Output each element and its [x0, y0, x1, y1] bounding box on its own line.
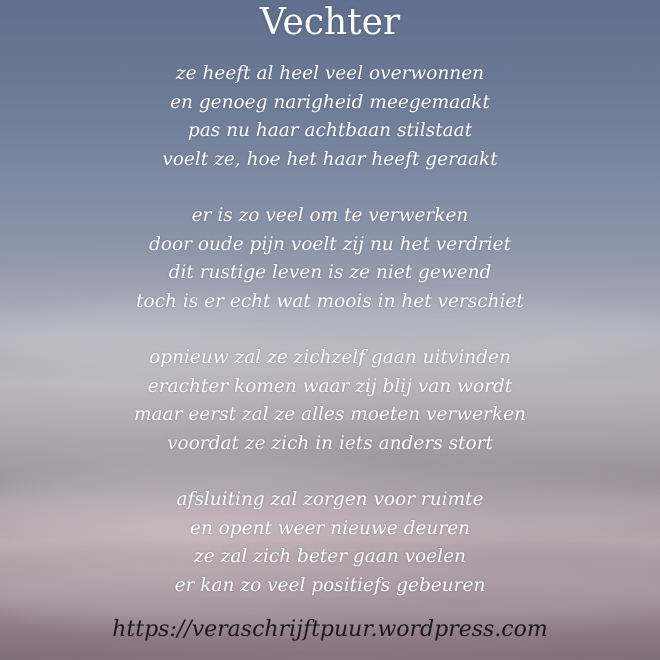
- poem-line: ze zal zich beter gaan voelen: [194, 546, 466, 567]
- blog-url: https://veraschrijftpuur.wordpress.com: [112, 617, 548, 642]
- poem-line: erachter komen waar zij blij van wordt: [147, 375, 513, 397]
- poem-body: [0, 60, 660, 628]
- poem-line: voordat ze zich in iets anders stort: [167, 432, 493, 454]
- poem-line: voelt ze, hoe het haar heeft geraakt: [162, 148, 498, 170]
- poem-line: en genoeg narigheid meegemaakt: [170, 91, 490, 113]
- poem-line: door oude pijn voelt zij nu het verdriet: [148, 233, 512, 255]
- poem-line: opnieuw zal ze zichzelf gaan uitvinden: [149, 347, 511, 368]
- poem-line: en opent weer nieuwe deuren: [189, 517, 471, 539]
- poem-line: er is zo veel om te verwerken: [191, 205, 469, 226]
- poem-line: dit rustige leven is ze niet gewend: [168, 262, 492, 283]
- stanza-3: [0, 344, 660, 458]
- poem-line: er kan zo veel positiefs gebeuren: [174, 574, 486, 596]
- stanza-1: [0, 60, 660, 174]
- poem-line: maar eerst zal ze alles moeten verwerken: [134, 404, 526, 425]
- poem-title: Vechter: [259, 2, 401, 43]
- poem-line: toch is er echt wat moois in het verschiet: [136, 290, 524, 312]
- stanza-2: [0, 202, 660, 316]
- poem-line: afsluiting zal zorgen voor ruimte: [176, 489, 484, 510]
- stanza-4: [0, 486, 660, 600]
- poem-line: ze heeft al heel veel overwonnen: [175, 63, 485, 84]
- poem-line: pas nu haar achtbaan stilstaat: [187, 120, 473, 141]
